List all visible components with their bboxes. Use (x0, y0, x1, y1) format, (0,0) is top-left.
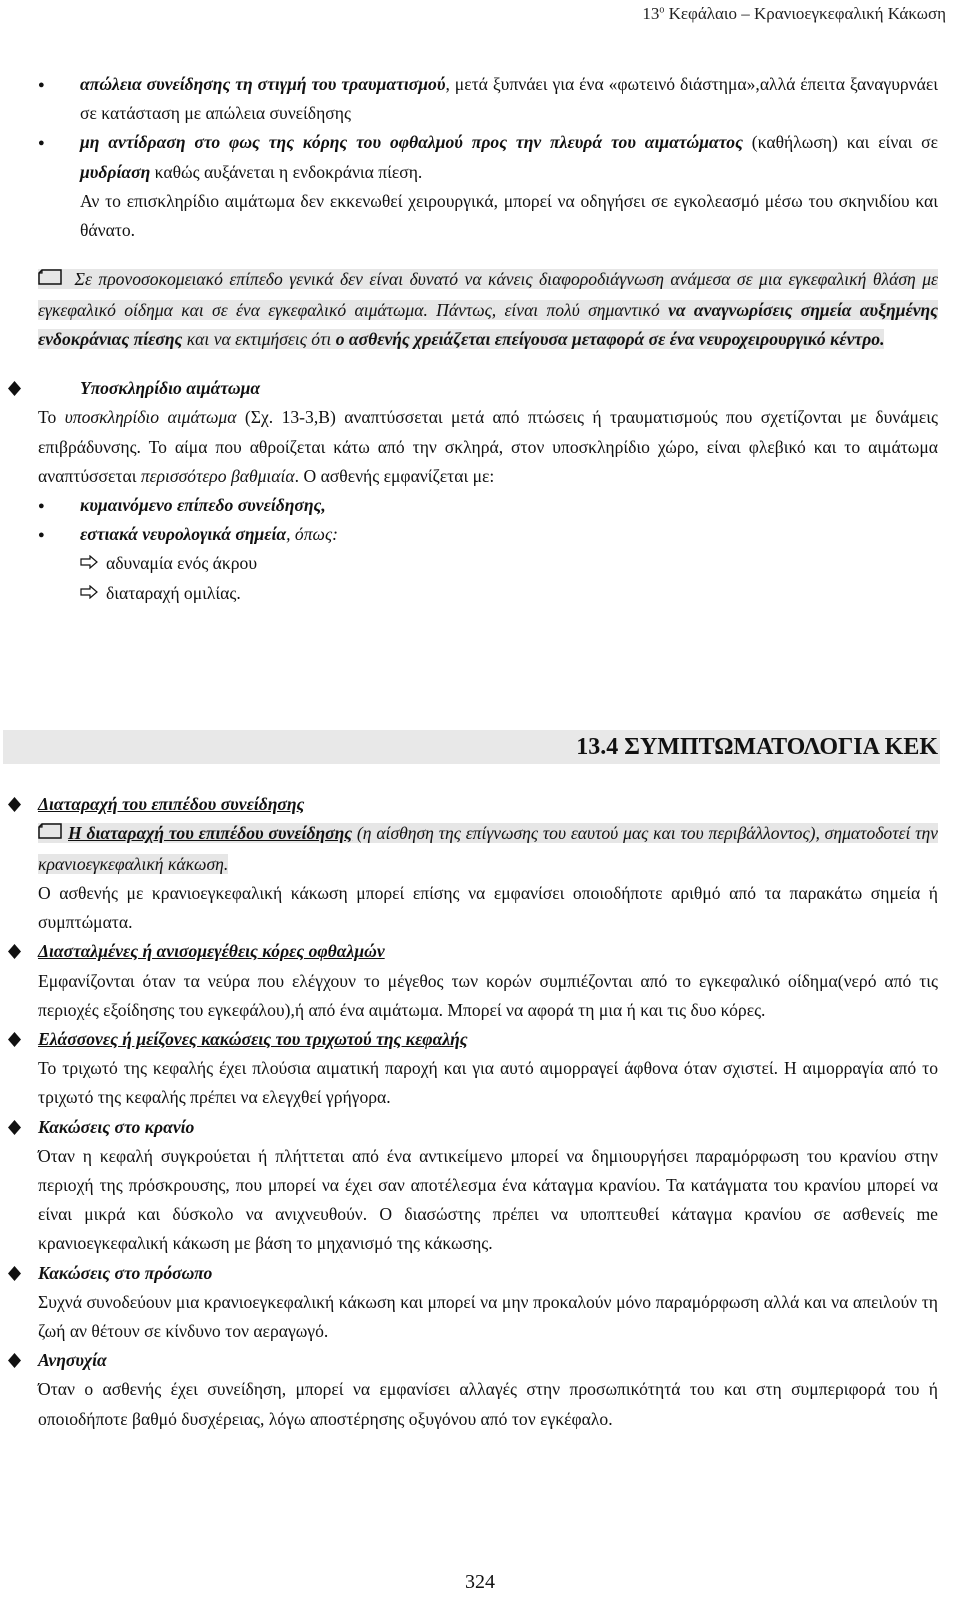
note-text (38, 823, 938, 874)
list-item (38, 520, 938, 549)
note-emphasis: Η διαταραχή του επιπέδου συνείδησης (68, 823, 353, 844)
note-text-part: και να εκτιμήσεις ότι (182, 328, 336, 349)
section-heading-subdural (38, 374, 938, 403)
note-emphasis: ο ασθενής χρειάζεται επείγουσα μεταφορά σε ένα νευροχειρουργικό κέντρο. (335, 328, 885, 349)
body-text: διαταραχή ομιλίας. (106, 582, 241, 603)
bullet-dot-icon (38, 520, 66, 552)
outline-arrow-right-icon (80, 555, 98, 569)
list-item (38, 491, 938, 520)
paragraph (38, 403, 938, 491)
body-text: καθώς αυξάνεται η ενδοκράνια πίεση. (150, 161, 423, 182)
heading-text: Ανησυχία (38, 1350, 107, 1371)
note-block (38, 819, 938, 879)
note-italic: (η αίσθηση της επίγνωσης του εαυτού μας και του περιβάλλοντος), σηματοδοτεί την κρανιοεγκεφαλική κάκωση. (38, 823, 938, 874)
diamond-icon (8, 1032, 21, 1047)
chapter-title: Κεφάλαιο – Κρανιοεγκεφαλική Κάκωση (664, 4, 946, 23)
section-title: 13.4 ΣΥΜΠΤΩΜΑΤΟΛΟΓΙΑ ΚΕΚ (576, 734, 938, 760)
running-header (642, 4, 946, 24)
page-content (38, 70, 938, 608)
diamond-icon (8, 1120, 21, 1135)
body-text: αδυναμία ενός άκρου (106, 553, 258, 574)
heading-text: Κακώσεις στο πρόσωπο (38, 1262, 213, 1283)
symptoms-content (38, 790, 938, 1434)
paragraph: Εμφανίζονται όταν τα νεύρα που ελέγχουν το μέγεθος των κορών συμπιέζονται από το εγκεφαλικό οίδημα(νερό από τις περιοχές εξοίδησης του εγκεφάλου),ή από ένα αιμάτωμα. Μπορεί να αφορά τη μια ή και τις δυο κόρες. (38, 970, 938, 1020)
emphasis-text: απώλεια συνείδησης τη στιγμή του τραυματισμού (80, 74, 446, 94)
paragraph: Συχνά συνοδεύουν μια κρανιοεγκεφαλική κάκωση και μπορεί να μην προκαλούν μόνο παραμόρφωση αλλά και να απειλούν τη ζωή αν θέτουν σε κίνδυνο τον αεραγωγό. (38, 1291, 938, 1341)
heading-text: Ελάσσονες ή μείζονες κακώσεις του τριχωτού της κεφαλής (38, 1028, 468, 1049)
heading-text: Κακώσεις στο κρανίο (38, 1116, 195, 1137)
emphasis-text: μη αντίδραση στο φως της κόρης του οφθαλμού προς την πλευρά του αιματώματος (80, 132, 743, 153)
list-item (38, 70, 938, 128)
symptom-heading (38, 1025, 938, 1054)
body-text: Το (38, 407, 65, 428)
diamond-icon (8, 797, 21, 812)
body-text: (Σχ. 13-3,Β) αναπτύσσεται μετά από πτώσεις ή τραυματισμούς που σχετίζονται με δυνάμεις επιβράδυνσης. Το αίμα που αθροίζεται κάτω από την σκληρά, στον υποσκληρίδιο χώρο, είναι φλεβικό και το αιμάτωμα αναπτύσσεται (38, 407, 938, 486)
note-text-part: Σε προνοσοκομειακό επίπεδο γενικά δεν είναι δυνατό να κάνεις διαφοροδιάγνωση ανάμεσα σε μια εγκεφαλική θλάση με εγκεφαλικό οίδημα και σε ένα εγκεφαλικό αιμάτωμα. Πάντως, είναι πολύ σημαντικό (38, 269, 938, 320)
heading-text: Υποσκληρίδιο αιμάτωμα (80, 378, 261, 399)
body-text: (καθήλωση) και είναι σε (742, 132, 938, 153)
note-emphasis: να αναγνωρίσεις σημεία αυξημένης ενδοκράνιας πίεσης (38, 299, 939, 349)
note-text (38, 269, 938, 349)
diamond-icon (8, 1266, 21, 1281)
diamond-icon (8, 381, 21, 396)
sub-list-item (38, 579, 938, 608)
list-item (38, 128, 938, 186)
body-text: . Ο ασθενής εμφανίζεται με: (294, 465, 495, 486)
paragraph: Όταν ο ασθενής έχει συνείδηση, μπορεί να εμφανίσει αλλαγές στην προσωπικότητά του και στη συμπεριφορά του ή οποιοδήποτε βαθμό δυσχέρειας, λόγω αποστέρησης οξυγόνου από τον εγκέφαλο. (38, 1379, 938, 1429)
pencil-note-icon (38, 265, 62, 294)
paragraph: Όταν η κεφαλή συγκρούεται ή πλήττεται από ένα αντικείμενο μπορεί να δημιουργήσει παραμόρφωση του κρανίου στην περιοχή της πρόσκρουσης, που μπορεί να έχει σαν αποτέλεσμα ένα κάταγμα κρανίου. Τα κατάγματα του κρανίου μπορεί να είναι μικρά και δύσκολο να ανιχνευθούν. Ο διασώστης πρέπει να υποπτευθεί κάταγμα κρανίου σε ασθενείς me κρανιοεγκεφαλική κάκωση με βάση το μηχανισμό της κάκωσης. (38, 1145, 938, 1254)
symptom-heading (38, 1113, 938, 1142)
symptom-heading (38, 790, 938, 819)
pencil-note-icon (38, 819, 62, 848)
italic-text: περισσότερο βαθμιαία (140, 465, 295, 486)
emphasis-text: μυδρίαση (80, 161, 151, 182)
page-number: 324 (465, 1571, 495, 1593)
body-text: , μετά ξυπνάει για ένα «φωτεινό διάστημα»,αλλά έπειτα ξαναγυρνάει σε κατάσταση με απώλεια συνείδησης (80, 74, 938, 124)
italic-text: , όπως: (286, 524, 338, 545)
symptom-heading (38, 1346, 938, 1375)
bullet-dot-icon (38, 491, 66, 523)
diamond-icon (8, 1353, 21, 1368)
paragraph: Ο ασθενής με κρανιοεγκεφαλική κάκωση μπορεί επίσης να εμφανίσει οποιοδήποτε αριθμό από τα παρακάτω σημεία ή συμπτώματα. (38, 882, 938, 933)
symptom-heading (38, 937, 938, 966)
heading-text: Διαταραχή του επιπέδου συνείδησης (38, 794, 305, 814)
outline-arrow-right-icon (80, 585, 98, 599)
italic-text: υποσκληρίδιο αιμάτωμα (64, 407, 237, 428)
symptom-heading (38, 1259, 938, 1288)
chapter-superscript: ο (659, 4, 665, 16)
diamond-icon (8, 944, 21, 959)
paragraph: Αν το επισκληρίδιο αιμάτωμα δεν εκκενωθεί χειρουργικά, μπορεί να οδηγήσει σε εγκολεασμό μέσω του σκηνιδίου και θάνατο. (80, 190, 938, 241)
heading-text: Διασταλμένες ή ανισομεγέθεις κόρες οφθαλμών (38, 941, 385, 962)
note-block (38, 265, 938, 354)
bullet-dot-icon (38, 128, 66, 160)
chapter-number: 13 (642, 4, 660, 23)
sub-list-item (38, 549, 938, 578)
emphasis-text: κυμαινόμενο επίπεδο συνείδησης, (80, 494, 326, 515)
paragraph: Το τριχωτό της κεφαλής έχει πλούσια αιματική παροχή και για αυτό αιμορραγεί άφθονα όταν σχιστεί. Η αιμορραγία από το τριχωτό της κεφαλής πρέπει να ελεγχθεί γρήγορα. (38, 1058, 938, 1108)
emphasis-text: εστιακά νευρολογικά σημεία (80, 524, 287, 545)
bullet-dot-icon (38, 70, 66, 102)
